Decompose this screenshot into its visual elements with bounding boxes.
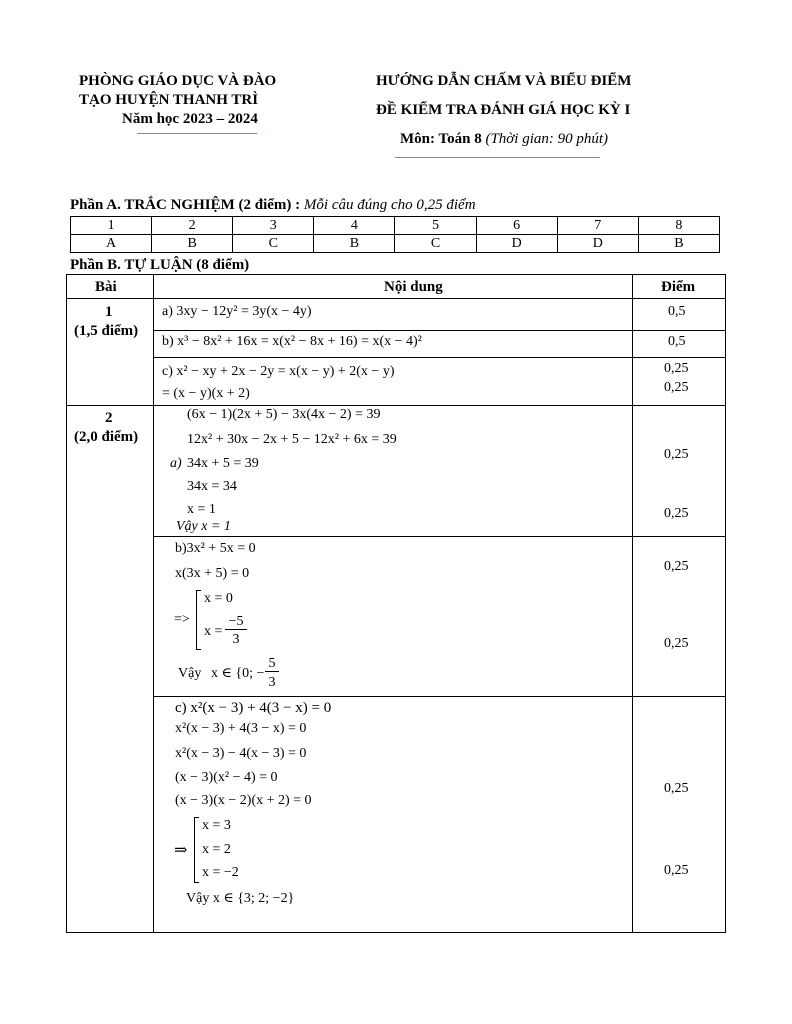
- school-year: Năm học 2023 – 2024: [122, 111, 258, 127]
- answer-key-table: [70, 216, 720, 253]
- b2c-case2: x = 2: [202, 842, 231, 857]
- b2b-conclusion: Vậy: [178, 666, 202, 681]
- b2c-case3: x = −2: [202, 865, 239, 880]
- b2b-case2-num: −5: [225, 614, 247, 630]
- case-bracket: [194, 817, 199, 883]
- b2b-arrow: =>: [174, 612, 190, 627]
- score-cell: 0,25: [664, 447, 689, 462]
- question-number: 5: [395, 217, 476, 235]
- b1a-line: a) 3xy − 12y² = 3y(x − 4y): [162, 304, 312, 319]
- part-a-heading: [70, 197, 476, 214]
- answer-cell: C: [395, 235, 476, 253]
- b2a-line5: x = 1: [187, 502, 216, 517]
- col-divider: [153, 274, 154, 933]
- subject-line: [400, 131, 608, 148]
- b2c-line5: (x − 3)(x − 2)(x + 2) = 0: [175, 793, 312, 808]
- col-header-diem: Điểm: [661, 279, 696, 295]
- b1b-line: b) x³ − 8x² + 16x = x(x² − 8x + 16) = x(x − 4)²: [162, 334, 422, 349]
- b2c-line2: x²(x − 3) + 4(3 − x) = 0: [175, 721, 307, 736]
- b2b-set: x ∈ {0; −: [211, 666, 265, 681]
- b2a-line4: 34x = 34: [187, 479, 237, 494]
- b2a-line6: Vậy x = 1: [176, 519, 231, 534]
- b1c-line1: c) x² − xy + 2x − 2y = x(x − y) + 2(x − y): [162, 364, 395, 379]
- b2c-line4: (x − 3)(x² − 4) = 0: [175, 770, 278, 785]
- score-cell: 0,25: [664, 506, 689, 521]
- answer-cell: D: [557, 235, 638, 253]
- col-divider: [632, 274, 633, 933]
- bai2-points: (2,0 điểm): [74, 429, 139, 445]
- b2c-arrow: ⇒: [174, 842, 188, 859]
- b2c-line1: c) x²(x − 3) + 4(3 − x) = 0: [175, 700, 332, 716]
- score-cell: 0,25: [664, 559, 689, 574]
- b2c-conclusion: Vậy x ∈ {3; 2; −2}: [186, 891, 295, 906]
- b2b-case1: x = 0: [204, 591, 233, 606]
- row-divider: [153, 357, 726, 358]
- question-number: 3: [233, 217, 314, 235]
- case-bracket: [196, 590, 201, 650]
- question-number: 1: [71, 217, 152, 235]
- header-rule-right: [395, 157, 600, 158]
- org-line2: TẠO HUYỆN THANH TRÌ: [79, 92, 259, 108]
- bai1-number: 1: [105, 304, 113, 320]
- answer-row: [71, 235, 720, 253]
- score-cell: 0,5: [668, 334, 686, 349]
- score-cell: 0,25: [664, 863, 689, 878]
- score-cell: 0,25: [664, 636, 689, 651]
- header-rule-left: [137, 133, 257, 134]
- b2b-set-den: 3: [268, 675, 276, 690]
- question-number: 2: [152, 217, 233, 235]
- score-cell: 0,25: [664, 781, 689, 796]
- answer-cell: C: [233, 235, 314, 253]
- b2b-set-num: 5: [265, 656, 279, 672]
- row-divider: [66, 298, 726, 299]
- bai1-points: (1,5 điểm): [74, 323, 139, 339]
- question-number: 7: [557, 217, 638, 235]
- answer-cell: A: [71, 235, 152, 253]
- answer-cell: B: [314, 235, 395, 253]
- b1c-line2: = (x − y)(x + 2): [162, 386, 250, 401]
- b2a-label: a): [170, 456, 182, 471]
- row-divider: [153, 536, 726, 537]
- row-divider: [153, 330, 726, 331]
- b2b-line2: x(3x + 5) = 0: [175, 566, 250, 581]
- col-header-bai: Bài: [95, 279, 117, 295]
- score-cell: 0,25: [664, 380, 689, 395]
- score-cell: 0,25: [664, 361, 689, 376]
- part-a-title: Phần A. TRẮC NGHIỆM (2 điểm) :: [70, 197, 301, 213]
- score-cell: 0,5: [668, 304, 686, 319]
- b2b-line1: b)3x² + 5x = 0: [175, 541, 256, 556]
- answer-cell: D: [476, 235, 557, 253]
- bai2-number: 2: [105, 410, 113, 426]
- org-line1: PHÒNG GIÁO DỤC VÀ ĐÀO: [79, 73, 277, 89]
- b2c-line3: x²(x − 3) − 4(x − 3) = 0: [175, 746, 307, 761]
- answer-cell: B: [152, 235, 233, 253]
- doc-title-line2: ĐỀ KIỂM TRA ĐÁNH GIÁ HỌC KỲ I: [376, 102, 631, 118]
- subject: Môn: Toán 8: [400, 131, 482, 147]
- question-row: [71, 217, 720, 235]
- b2c-case1: x = 3: [202, 818, 231, 833]
- b2a-line1: (6x − 1)(2x + 5) − 3x(4x − 2) = 39: [187, 407, 381, 422]
- doc-title-line1: HƯỚNG DẪN CHẤM VÀ BIỂU ĐIỂM: [376, 73, 632, 89]
- b2b-case2-den: 3: [232, 632, 240, 647]
- question-number: 6: [476, 217, 557, 235]
- row-divider: [153, 696, 726, 697]
- exam-time: (Thời gian: 90 phút): [485, 131, 609, 147]
- b2a-line3: 34x + 5 = 39: [187, 456, 259, 471]
- question-number: 8: [638, 217, 719, 235]
- question-number: 4: [314, 217, 395, 235]
- part-b-title: Phần B. TỰ LUẬN (8 điểm): [70, 257, 250, 273]
- b2b-case2-lhs: x =: [204, 624, 223, 639]
- answer-cell: B: [638, 235, 719, 253]
- col-header-noidung: Nội dung: [384, 279, 443, 295]
- b2a-line2: 12x² + 30x − 2x + 5 − 12x² + 6x = 39: [187, 432, 397, 447]
- row-divider: [66, 405, 726, 406]
- part-a-note: Mỗi câu đúng cho 0,25 điểm: [303, 197, 476, 213]
